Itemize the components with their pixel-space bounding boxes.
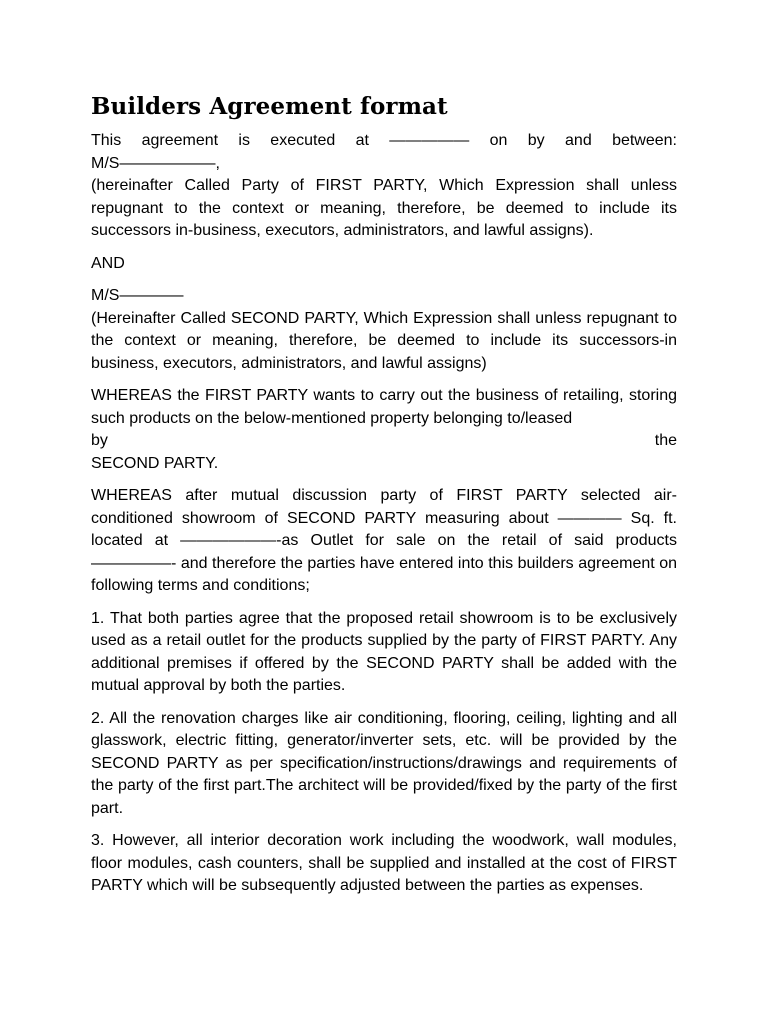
second-party-paragraph	[91, 285, 677, 375]
clause-1: 1. That both parties agree that the proposed retail showroom is to be exclusively used as a retail outlet for the products supplied by the party of FIRST PARTY. Any additional premises if offered by the SECOND PARTY shall be added with the mutual approval by both the parties.	[91, 609, 677, 694]
intro-paragraph	[91, 130, 677, 243]
whereas-1-text: WHEREAS the FIRST PARTY wants to carry out the business of retailing, storing such products on the below-mentioned property belonging to/leased	[91, 387, 677, 427]
intro-line-1: This agreement is executed at ————— on by and between:	[91, 132, 677, 149]
intro-line-2: M/S——————,	[91, 154, 220, 172]
and-label: AND	[91, 254, 125, 272]
whereas-1-by-line	[91, 430, 677, 453]
clause-2: 2. All the renovation charges like air conditioning, flooring, ceiling, lighting and all glasswork, electric fitting, generator/inverter sets, etc. will be provided by the SECOND PARTY as per specification/instructions/drawings and requirements of the party of the first part.The architect will be provided/fixed by the party of the first part.	[91, 709, 677, 817]
whereas-1-last-line: SECOND PARTY.	[91, 454, 219, 472]
document-page	[91, 92, 677, 908]
intro-line-3: (hereinafter Called Party of FIRST PARTY, Which Expression shall unless repugnant to the context or meaning, therefore, be deemed to include its successors in-business, executors, administrators, and lawful assigns).	[91, 177, 677, 239]
whereas-paragraph-1	[91, 385, 677, 475]
whereas-1-the-word: the	[654, 432, 677, 449]
second-party-line-1: M/S————	[91, 287, 184, 304]
document-title: Builders Agreement format	[91, 93, 448, 120]
whereas-paragraph-2: WHEREAS after mutual discussion party of FIRST PARTY selected air-conditioned showroom of SECOND PARTY measuring about ———— Sq. ft. located at ——————-as Outlet for sale on the retail of said products —————- and therefore the parties have entered into this builders agreement on following terms and conditions;	[91, 487, 677, 594]
second-party-line-2: (Hereinafter Called SECOND PARTY, Which Expression shall unless repugnant to the context or meaning, therefore, be deemed to include its successors-in business, executors, administrators, and lawful assigns)	[91, 309, 677, 372]
whereas-1-by-word: by	[91, 432, 108, 449]
clause-3: 3. However, all interior decoration work including the woodwork, wall modules, floor modules, cash counters, shall be supplied and installed at the cost of FIRST PARTY which will be subsequently adjusted between the parties as expenses.	[91, 832, 677, 894]
